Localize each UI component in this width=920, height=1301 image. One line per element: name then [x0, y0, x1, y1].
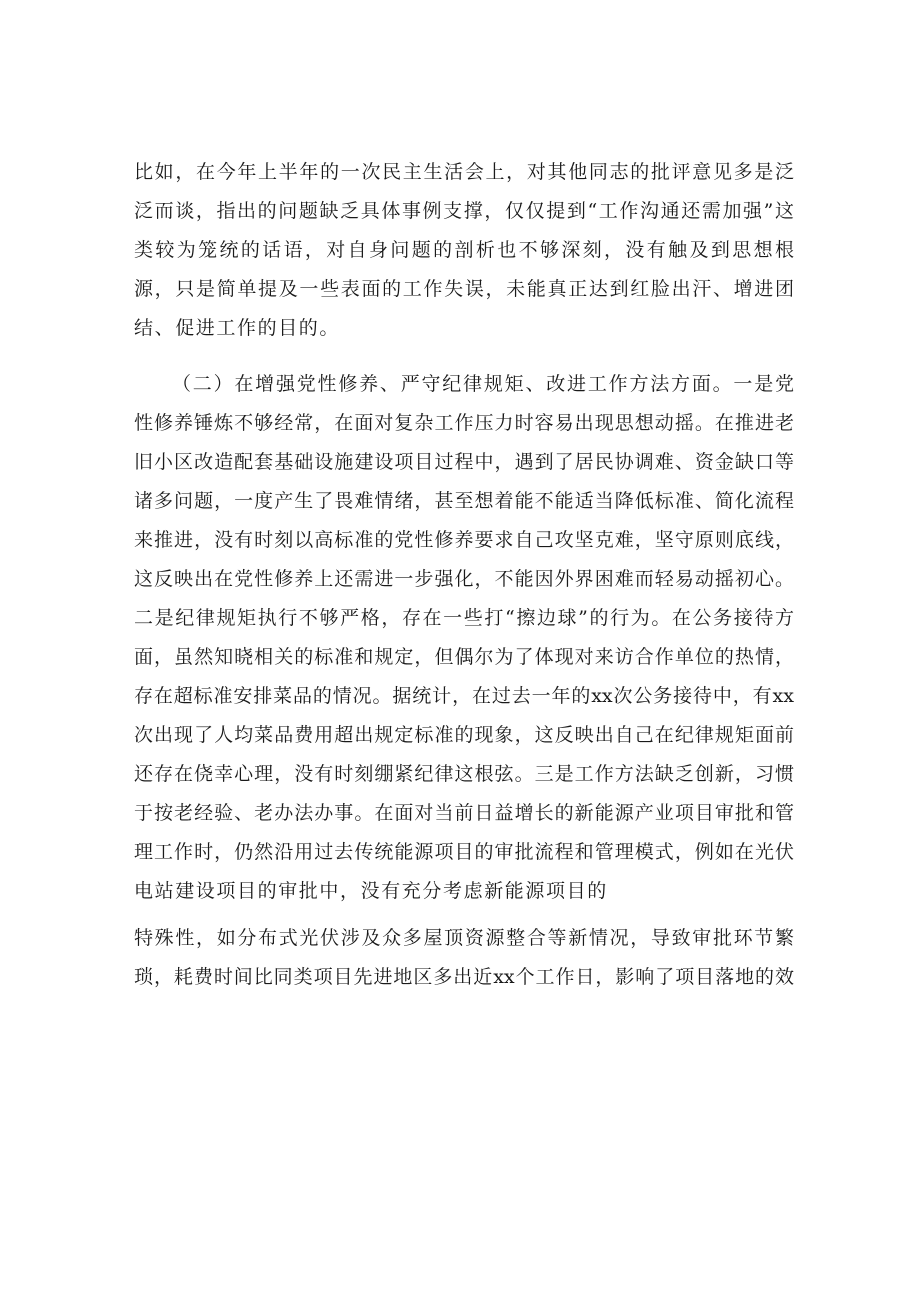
paragraph-line: 源，只是简单提及一些表面的工作失误，未能真正达到红脸出汗、增进团: [134, 278, 794, 300]
paragraph-line: 琐，耗费时间比同类项目先进地区多出近xx个工作日，影响了项目落地的效: [134, 966, 794, 988]
paragraph-line: 泛而谈，指出的问题缺乏具体事例支撑，仅仅提到“工作沟通还需加强”这: [134, 200, 794, 222]
paragraph-line: 这反映出在党性修养上还需进一步强化，不能因外界困难而轻易动摇初心。: [134, 568, 794, 590]
paragraph-line: 理工作时，仍然沿用过去传统能源项目的审批流程和管理模式，例如在光伏: [134, 841, 794, 863]
paragraph-line: 比如，在今年上半年的一次民主生活会上，对其他同志的批评意见多是泛: [134, 161, 794, 183]
paragraph-line: 于按老经验、老办法办事。在面对当前日益增长的新能源产业项目审批和管: [134, 802, 794, 824]
paragraph-line: 诸多问题，一度产生了畏难情绪，甚至想着能不能适当降低标准、简化流程: [134, 490, 794, 512]
paragraph-line: 来推进，没有时刻以高标准的党性修养要求自己攻坚克难，坚守原则底线，: [134, 529, 794, 551]
paragraph-line: 结、促进工作的目的。: [134, 317, 341, 339]
paragraph-line: 存在超标准安排菜品的情况。据统计，在过去一年的xx次公务接待中，有xx: [134, 685, 794, 707]
paragraph-line: 二是纪律规矩执行不够严格，存在一些打“擦边球”的行为。在公务接待方: [134, 607, 794, 629]
paragraph-line: 类较为笼统的话语，对自身问题的剖析也不够深刻，没有触及到思想根: [134, 239, 794, 261]
paragraph-line: 次出现了人均菜品费用超出规定标准的现象，这反映出自己在纪律规矩面前: [134, 724, 794, 746]
paragraph-line: 还存在侥幸心理，没有时刻绷紧纪律这根弦。三是工作方法缺乏创新，习惯: [134, 763, 794, 785]
paragraph-line: 电站建设项目的审批中，没有充分考虑新能源项目的: [134, 880, 608, 902]
paragraph-line: 旧小区改造配套基础设施建设项目过程中，遇到了居民协调难、资金缺口等: [134, 451, 794, 473]
paragraph-line: 面，虽然知晓相关的标准和规定，但偶尔为了体现对来访合作单位的热情，: [134, 646, 794, 668]
paragraph-line: 特殊性，如分布式光伏涉及众多屋顶资源整合等新情况，导致审批环节繁: [134, 927, 794, 949]
section-heading-line: （二）在增强党性修养、严守纪律规矩、改进工作方法方面。一是党: [172, 373, 794, 395]
paragraph-line: 性修养锤炼不够经常，在面对复杂工作压力时容易出现思想动摇。在推进老: [134, 412, 794, 434]
